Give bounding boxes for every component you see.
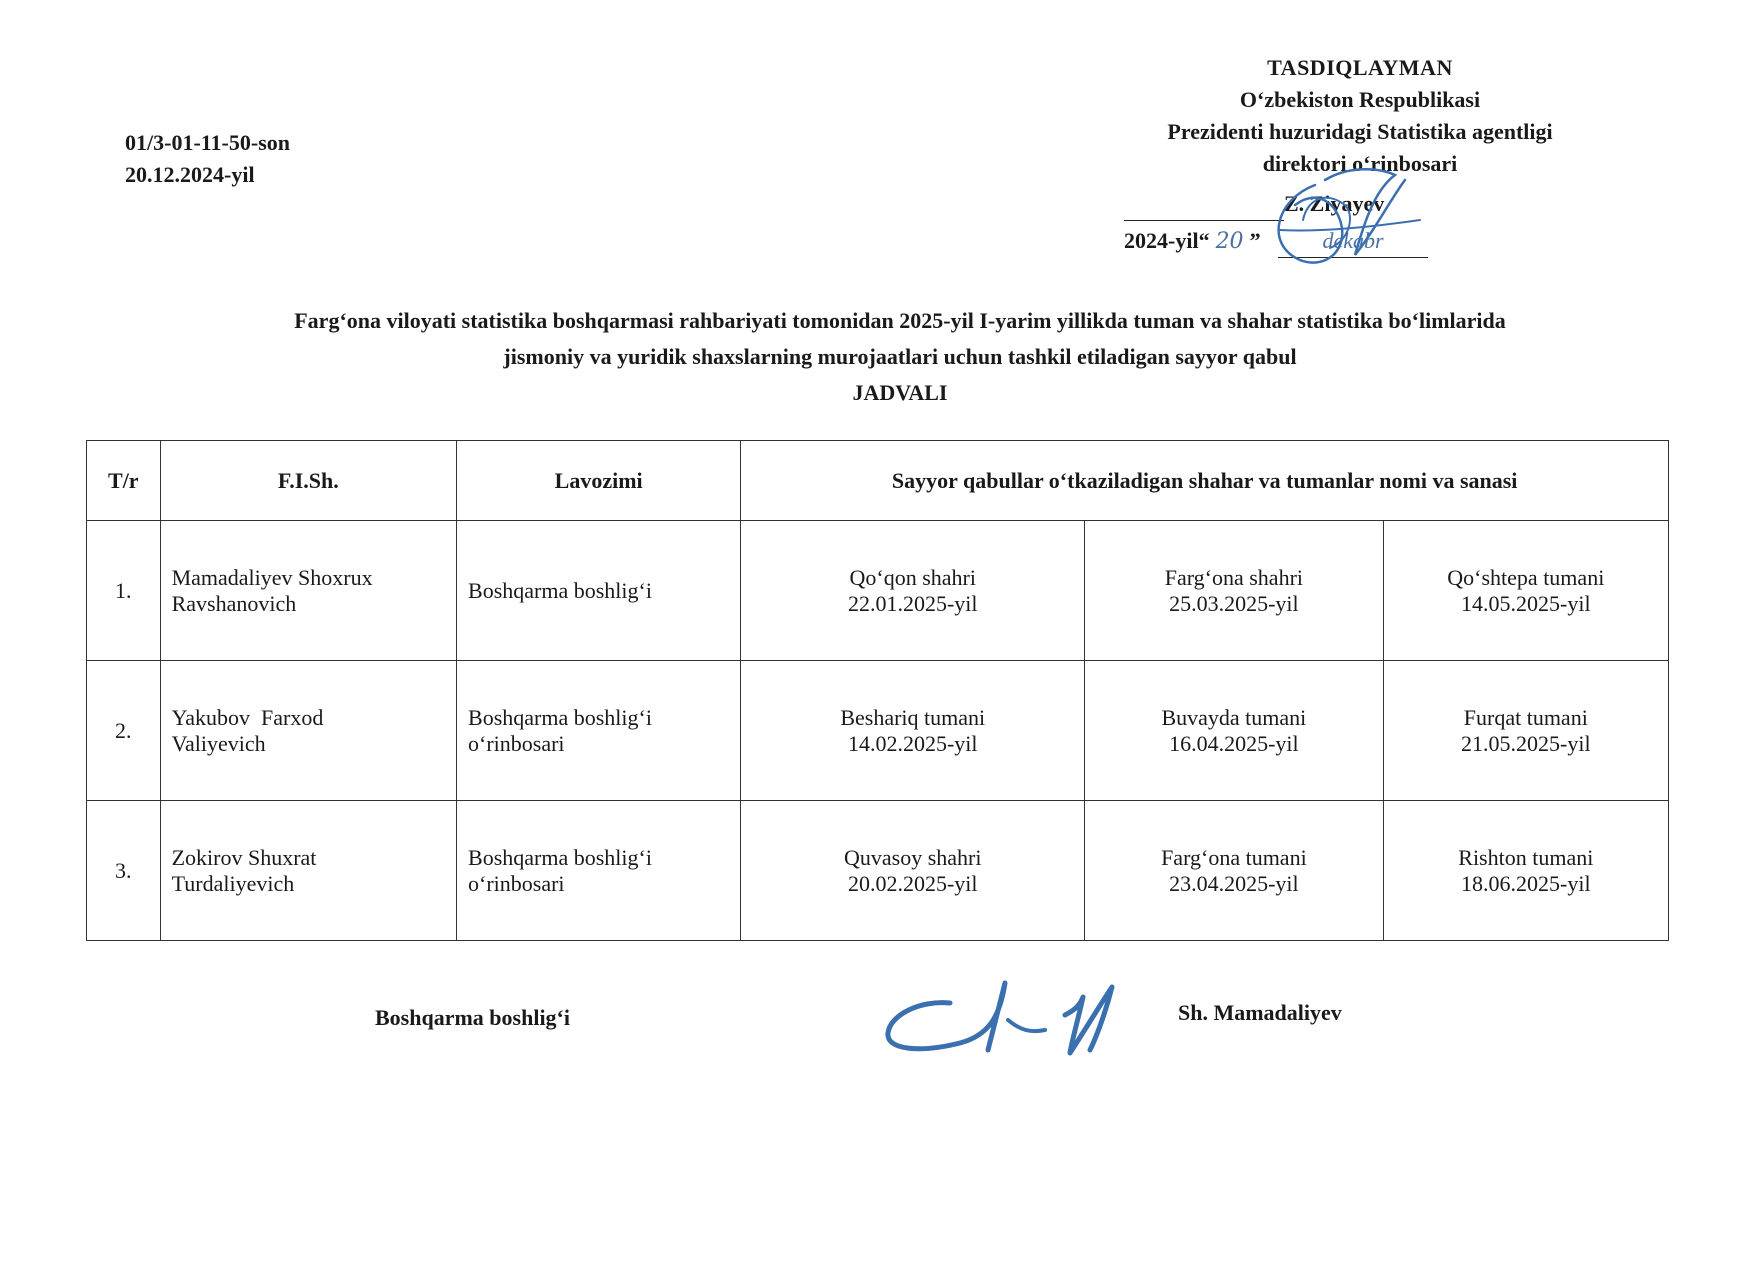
document-date: 20.12.2024-yil (125, 162, 255, 187)
visit-place: Quvasoy shahri (844, 844, 982, 870)
visit-date: 18.06.2025-yil (1461, 870, 1591, 896)
row-number: 1. (87, 521, 161, 661)
visit-cell (741, 661, 1085, 801)
header-visits: Sayyor qabullar o‘tkaziladigan shahar va tumanlar nomi va sanasi (741, 441, 1669, 521)
visit-cell (1085, 521, 1383, 661)
document-number: 01/3-01-11-50-son (125, 130, 290, 155)
visit-place: Farg‘ona tumani (1161, 844, 1307, 870)
approval-day: 20 (1215, 229, 1244, 254)
row-position (457, 661, 741, 801)
schedule-table (86, 440, 1669, 941)
approval-signature-icon (1255, 160, 1445, 275)
visit-place: Farg‘ona shahri (1164, 564, 1304, 590)
visit-date: 16.04.2025-yil (1169, 730, 1299, 756)
visit-cell (1085, 661, 1383, 801)
visit-cell (1383, 801, 1668, 941)
approval-year: 2024-yil (1124, 228, 1199, 253)
name-first: Zokirov Shuxrat (171, 844, 317, 870)
visit-place: Qo‘shtepa tumani (1447, 564, 1605, 590)
row-number: 2. (87, 661, 161, 801)
title-line-2: jismoniy va yuridik shaxslarning murojaatlari uchun tashkil etiladigan sayyor qabul (503, 344, 1297, 369)
table-row (87, 801, 1669, 941)
header-name: F.I.Sh. (160, 441, 456, 521)
table-header-row (87, 441, 1669, 521)
header-number: T/r (87, 441, 161, 521)
visit-place: Furqat tumani (1463, 704, 1588, 730)
visit-date: 20.02.2025-yil (847, 870, 978, 896)
approval-signer: Z. Ziyayev (1284, 191, 1385, 216)
name-last: Turdaliyevich (171, 870, 295, 896)
visit-date: 22.01.2025-yil (847, 590, 978, 616)
position-line-2: o‘rinbosari (468, 870, 565, 896)
visit-date: 14.02.2025-yil (847, 730, 978, 756)
visit-place: Qo‘qon shahri (849, 564, 976, 590)
visit-cell (1085, 801, 1383, 941)
row-name (160, 661, 456, 801)
visit-place: Rishton tumani (1458, 844, 1594, 870)
row-name (160, 521, 456, 661)
approval-open-quote: “ (1198, 228, 1210, 253)
name-first: Yakubov Farxod (171, 704, 324, 730)
footer-name: Sh. Mamadaliyev (1178, 1000, 1342, 1025)
visit-date: 21.05.2025-yil (1461, 730, 1591, 756)
visit-date: 25.03.2025-yil (1169, 590, 1299, 616)
name-last: Valiyevich (171, 730, 266, 756)
visit-cell (1383, 521, 1668, 661)
visit-date: 23.04.2025-yil (1169, 870, 1299, 896)
visit-cell (741, 521, 1085, 661)
table-row (87, 661, 1669, 801)
position-line-2: o‘rinbosari (468, 730, 565, 756)
footer-role: Boshqarma boshlig‘i (375, 1005, 570, 1030)
document-title (120, 303, 1680, 411)
row-position (457, 801, 741, 941)
position-line-1: Boshqarma boshlig‘i (468, 577, 652, 603)
position-line-1: Boshqarma boshlig‘i (468, 844, 652, 870)
visit-place: Buvayda tumani (1161, 704, 1307, 730)
name-first: Mamadaliyev Shoxrux (171, 564, 373, 590)
approval-line-3: direktori o‘rinbosari (1262, 151, 1458, 176)
approval-heading: TASDIQLAYMAN (1267, 55, 1453, 80)
name-last: Ravshanovich (171, 590, 297, 616)
approval-close-quote: ” (1249, 228, 1261, 253)
approval-month: dekabr (1278, 225, 1428, 258)
visit-place: Beshariq tumani (840, 704, 986, 730)
row-position (457, 521, 741, 661)
position-line-1: Boshqarma boshlig‘i (468, 704, 652, 730)
table-row (87, 521, 1669, 661)
row-name (160, 801, 456, 941)
visit-date: 14.05.2025-yil (1461, 590, 1591, 616)
approval-line-1: O‘zbekiston Respublikasi (1239, 87, 1481, 112)
footer-signature-icon (880, 975, 1160, 1060)
title-line-3: JADVALI (852, 380, 948, 405)
title-line-1: Farg‘ona viloyati statistika boshqarmasi rahbariyati tomonidan 2025-yil I-yarim yillikda tuman va shahar statistika bo‘limlarida (294, 308, 1506, 333)
visit-cell (741, 801, 1085, 941)
document-reference (125, 127, 290, 191)
row-number: 3. (87, 801, 161, 941)
approval-line-2: Prezidenti huzuridagi Statistika agentligi (1167, 119, 1553, 144)
header-position: Lavozimi (457, 441, 741, 521)
visit-cell (1383, 661, 1668, 801)
